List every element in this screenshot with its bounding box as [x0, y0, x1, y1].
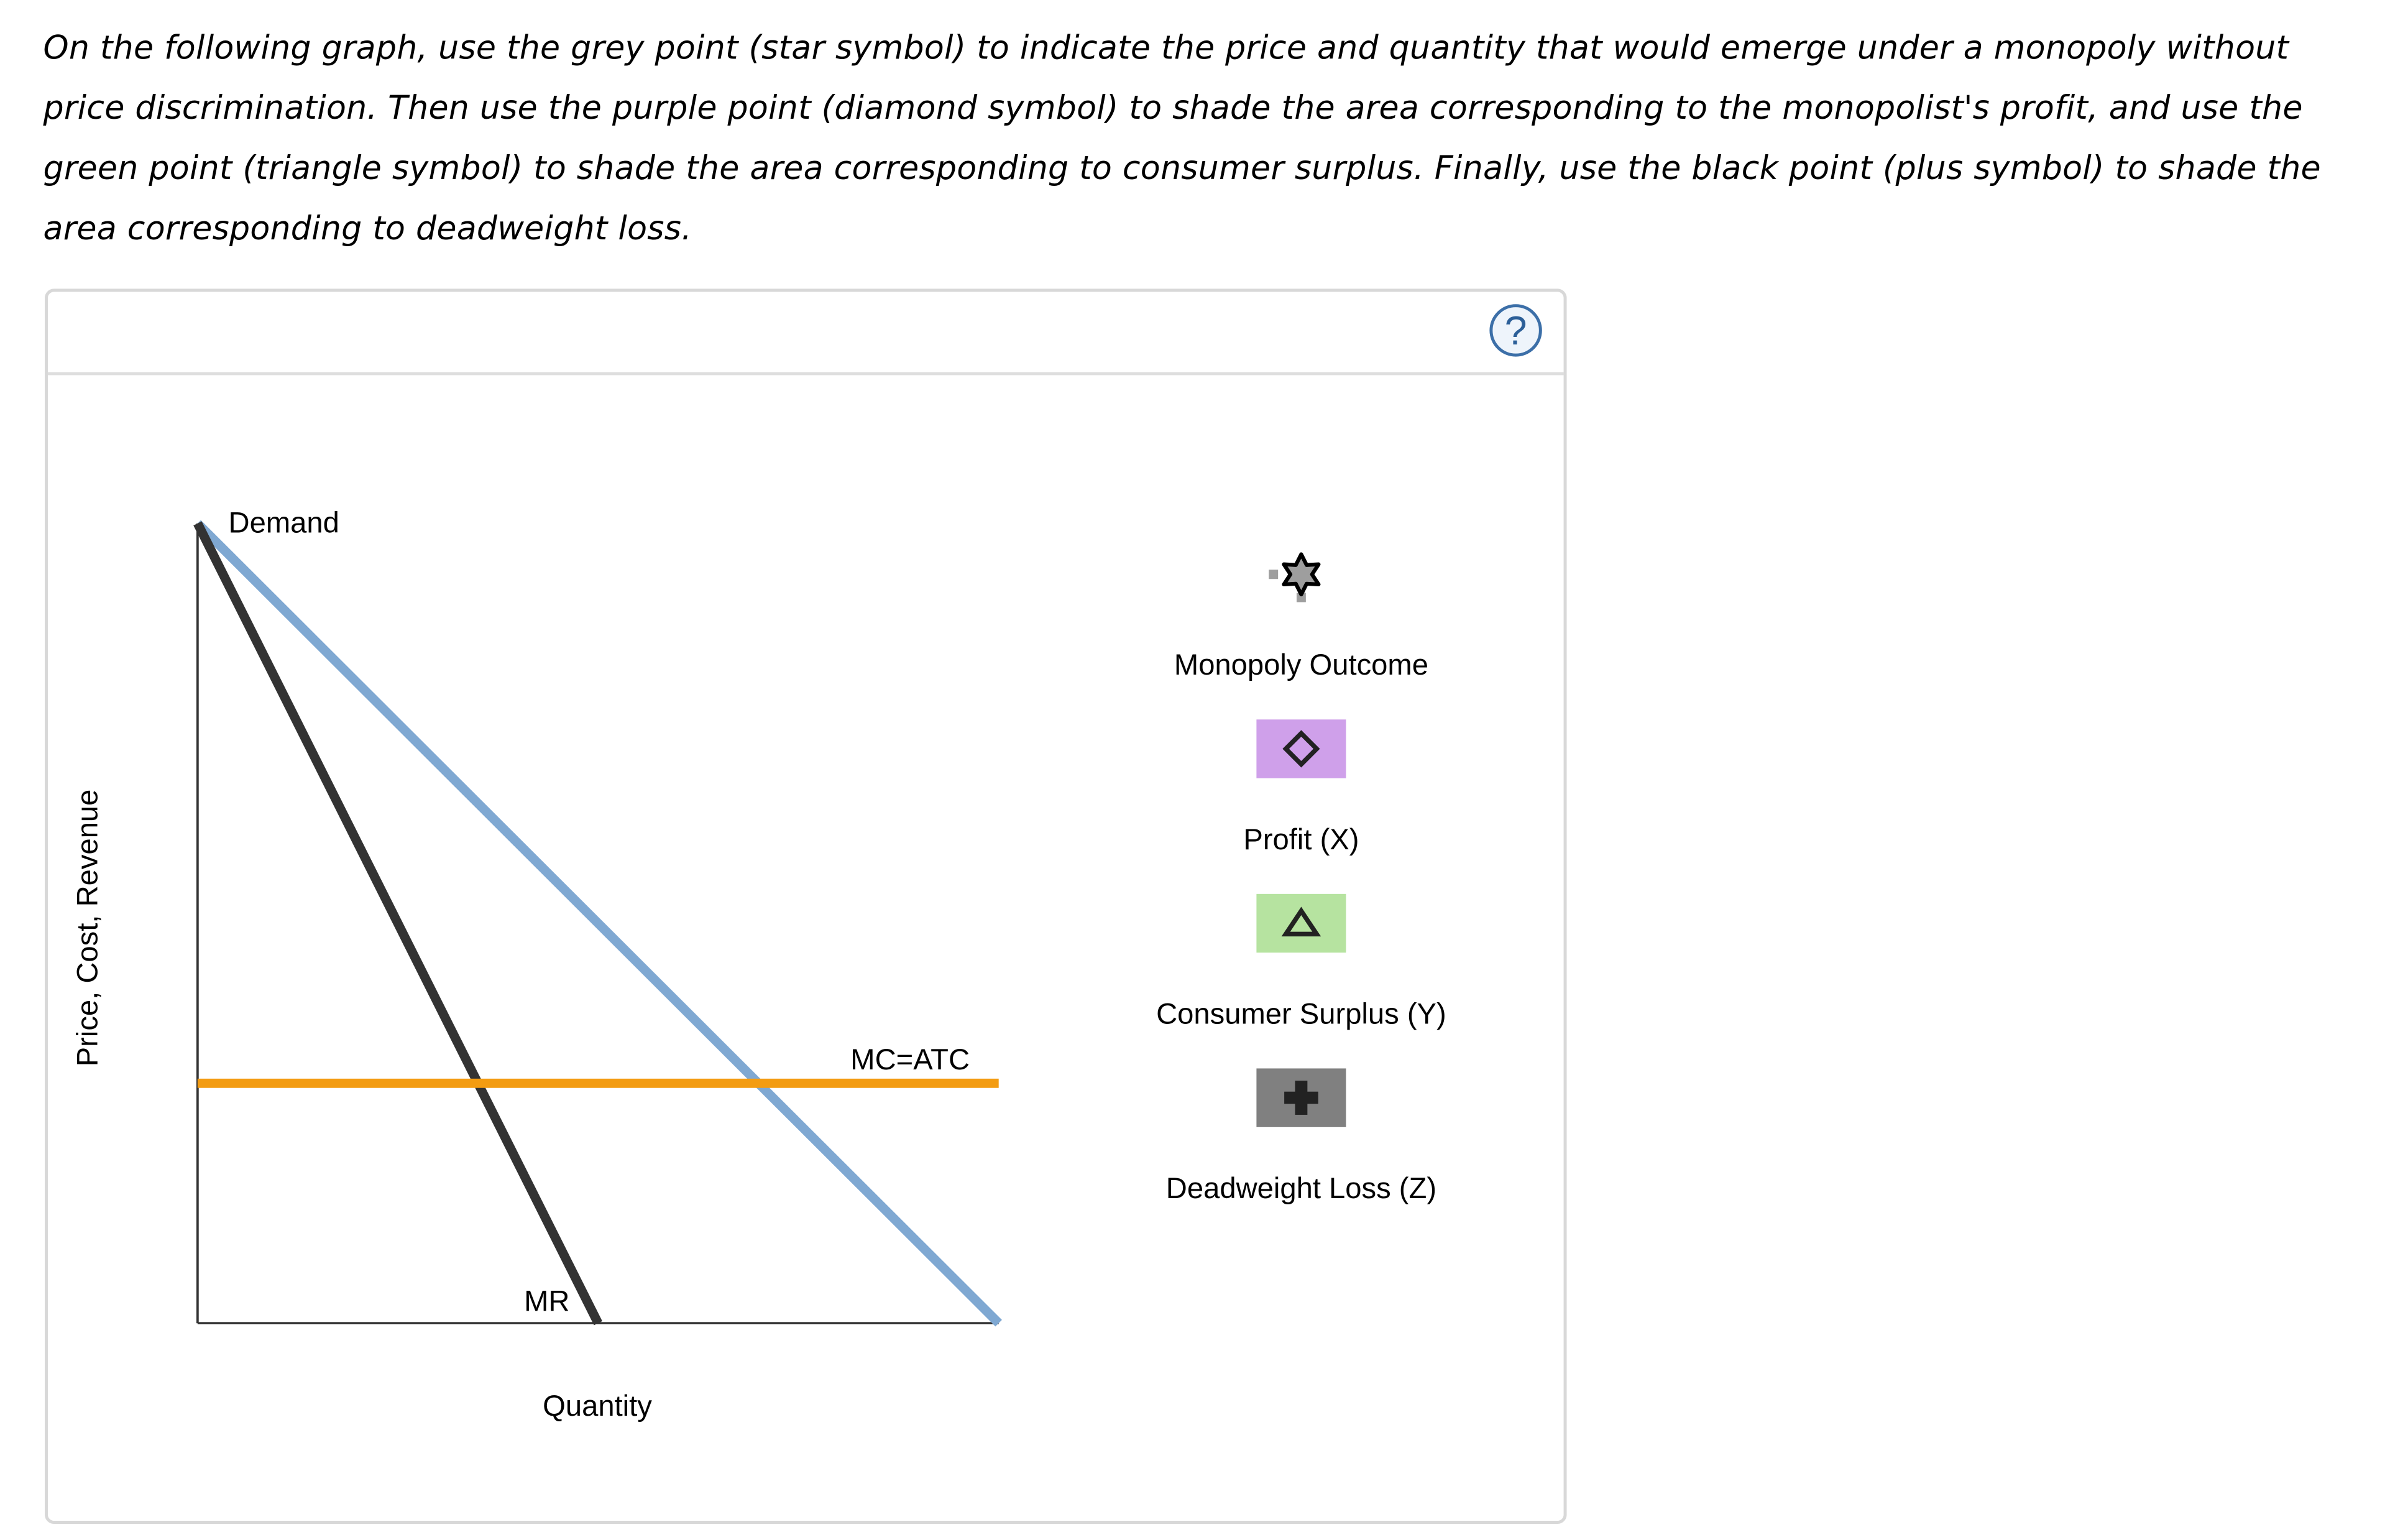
monopoly-graph [48, 292, 1570, 1527]
star-handle-left [1269, 570, 1278, 579]
palette-consumer-surplus[interactable] [1256, 894, 1346, 953]
palette-deadweight-loss[interactable] [1256, 1068, 1346, 1127]
y-axis-label: Price, Cost, Revenue [70, 789, 104, 1067]
tool-palette [1156, 555, 1446, 1205]
mr-label: MR [524, 1284, 570, 1317]
label-layer [70, 506, 970, 1422]
triangle-swatch [1256, 894, 1346, 953]
diamond-swatch [1256, 719, 1346, 778]
series-layer [198, 524, 999, 1323]
graph-panel [45, 288, 1567, 1524]
help-button[interactable]: ? [1489, 304, 1542, 356]
x-axis-label: Quantity [543, 1389, 652, 1423]
series-line-mr[interactable] [198, 524, 598, 1323]
star-icon [1284, 555, 1318, 595]
palette-label-profit: Profit (X) [1243, 822, 1359, 856]
instructions-text: On the following graph, use the grey point (star symbol) to indicate the price and quantity that would emerge under a monopoly without price discrimination. Then use the purple point (diamond symbol) to shade the area corresponding to the monopolist's profit, and use the green point (triangle symbol) to shade the area corresponding to consumer surplus. Finally, use the black point (plus symbol) to shade the area corresponding to deadweight loss. [43, 29, 2321, 247]
demand-label: Demand [228, 505, 339, 539]
mc-atc-label: MC=ATC [850, 1042, 970, 1076]
palette-label-consumer-surplus: Consumer Surplus (Y) [1156, 997, 1446, 1030]
palette-profit[interactable] [1256, 719, 1346, 778]
palette-monopoly-outcome[interactable] [1269, 555, 1318, 602]
palette-label-monopoly-outcome: Monopoly Outcome [1174, 648, 1428, 681]
palette-label-deadweight-loss: Deadweight Loss (Z) [1165, 1171, 1437, 1205]
series-line-demand[interactable] [198, 524, 999, 1323]
